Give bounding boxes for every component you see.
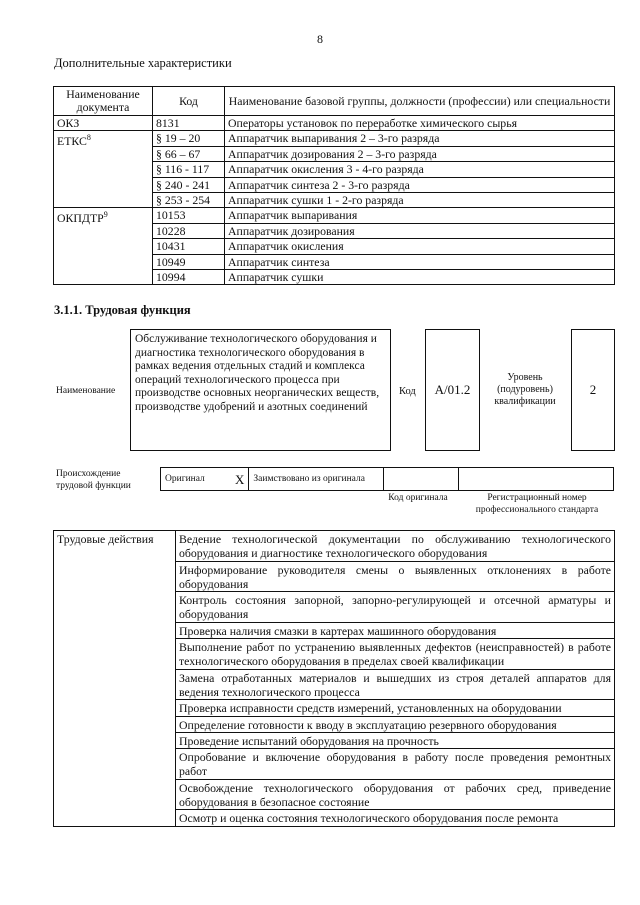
table-header-row xyxy=(54,87,615,116)
action-item: Осмотр и оценка состояния технологического оборудования после ремонта xyxy=(176,810,615,826)
qualification-level-label: Уровень (подуровень) квалификации xyxy=(494,372,556,407)
code-cell: § 116 - 117 xyxy=(153,162,225,177)
code-cell: § 253 - 254 xyxy=(153,192,225,207)
profession-cell: Аппаратчик сушки 1 - 2-го разряда xyxy=(225,192,615,207)
code-label: Код xyxy=(399,386,416,397)
reg-number-caption: Регистрационный номер профессионального стандарта xyxy=(475,493,599,515)
original-label: Оригинал xyxy=(161,468,232,491)
reg-number-cell xyxy=(459,468,614,491)
name-label: Наименование xyxy=(56,386,116,396)
code-cell: 10153 xyxy=(153,208,225,223)
function-name: Обслуживание технологического оборудования и диагностика технологического оборудования в рамках ведения отдельных стадий и комплекса операций технологического процесса при производстве основных неорганических веществ, производстве удобрений и азотных соединений xyxy=(130,329,391,451)
action-item: Проведение испытаний оборудования на прочность xyxy=(176,732,615,748)
borrowed-label: Заимствовано из оригинала xyxy=(249,468,384,491)
document-cell xyxy=(54,116,153,131)
action-item: Опробование и включение оборудования в работу после проведения ремонтных работ xyxy=(176,749,615,780)
profession-cell: Аппаратчик окисления xyxy=(225,239,615,254)
action-item: Контроль состояния запорной, запорно-регулирующей и отсечной арматуры и оборудования xyxy=(176,592,615,623)
code-cell: 8131 xyxy=(153,116,225,131)
action-item: Выполнение работ по устранению выявленных дефектов (неисправностей) в работе технологического оборудования в пределах своей квалификации xyxy=(176,639,615,670)
code-original-caption: Код оригинала xyxy=(388,493,448,503)
code-cell: § 66 – 67 xyxy=(153,146,225,161)
action-item: Проверка наличия смазки в картерах машинного оборудования xyxy=(176,622,615,638)
profession-cell: Аппаратчик дозирования 2 – 3-го разряда xyxy=(225,146,615,161)
profession-cell: Аппаратчик сушки xyxy=(225,269,615,284)
labor-actions-table xyxy=(53,530,615,827)
footnote-ref: 8 xyxy=(86,133,91,143)
page-number: 8 xyxy=(317,32,323,46)
document-name: ОКПДТР xyxy=(57,211,104,226)
origin-label: Происхождение трудовой функции xyxy=(56,469,131,491)
profession-cell: Аппаратчик дозирования xyxy=(225,223,615,238)
table-row xyxy=(54,208,615,223)
original-mark: X xyxy=(231,468,249,491)
actions-label: Трудовые действия xyxy=(54,531,176,827)
labor-function-heading: 3.1.1. Трудовая функция xyxy=(54,303,191,317)
document-cell xyxy=(54,208,153,285)
profession-cell: Аппаратчик окисления 3 - 4-го разряда xyxy=(225,162,615,177)
document-name: ЕТКС xyxy=(57,134,87,149)
profession-cell: Аппаратчик синтеза xyxy=(225,254,615,269)
action-item: Замена отработанных материалов и вышедших из строя деталей аппаратов для ведения технологического процесса xyxy=(176,669,615,700)
code-cell: 10994 xyxy=(153,269,225,284)
profession-cell: Операторы установок по переработке химического сырья xyxy=(225,116,615,131)
action-item: Ведение технологической документации по обслуживанию технологического оборудования и диагностике технологического оборудования xyxy=(176,531,615,562)
function-code: A/01.2 xyxy=(425,329,480,451)
code-original-cell xyxy=(384,468,459,491)
document-name: ОКЗ xyxy=(57,116,80,130)
footnote-ref: 9 xyxy=(103,210,108,220)
profession-cell: Аппаратчик синтеза 2 - 3-го разряда xyxy=(225,177,615,192)
action-item: Освобождение технологического оборудования от рабочих сред, приведение оборудования в безопасное состояние xyxy=(176,779,615,810)
action-item: Определение готовности к вводу в эксплуатацию резервного оборудования xyxy=(176,716,615,732)
header-code: Код xyxy=(153,87,225,116)
section-heading: Дополнительные характеристики xyxy=(54,56,232,70)
code-cell: 10228 xyxy=(153,223,225,238)
code-cell: 10949 xyxy=(153,254,225,269)
action-item: Проверка исправности средств измерений, установленных на оборудовании xyxy=(176,700,615,716)
header-document: Наименование документа xyxy=(54,87,153,116)
qualification-level: 2 xyxy=(571,329,615,451)
profession-cell: Аппаратчик выпаривания 2 – 3-го разряда xyxy=(225,131,615,146)
header-name: Наименование базовой группы, должности (профессии) или специальности xyxy=(225,87,615,116)
table-row xyxy=(54,531,615,562)
table-row xyxy=(54,131,615,146)
profession-cell: Аппаратчик выпаривания xyxy=(225,208,615,223)
table-row xyxy=(54,116,615,131)
characteristics-table xyxy=(53,86,615,285)
action-item: Информирование руководителя смены о выявленных отклонениях в работе оборудования xyxy=(176,561,615,592)
code-cell: § 19 – 20 xyxy=(153,131,225,146)
code-cell: § 240 - 241 xyxy=(153,177,225,192)
origin-table xyxy=(160,467,614,491)
code-cell: 10431 xyxy=(153,239,225,254)
document-cell xyxy=(54,131,153,208)
